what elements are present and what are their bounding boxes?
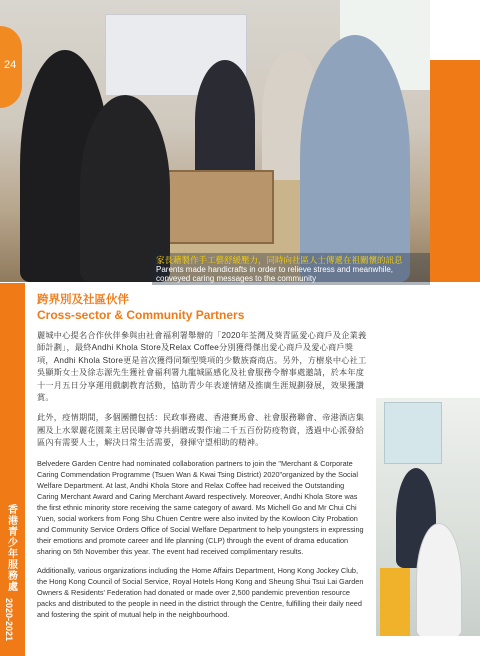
notice-board [384,402,442,464]
child-figure [416,523,462,636]
classroom-photo [376,398,480,636]
organization-name: 香港青少年服務處 [8,505,18,593]
paragraph-en: Belvedere Garden Centre had nominated collaboration partners to join the "Merchant & Corporate Caring Commendation Programme (Tsuen Wan & Kwai Tsing District) 2020"organized by the Social Welfare Department. At last, Andhi Khola Store and Relax Coffee had received the Outstanding Caring Merchant Award and Caring Merchant Award respectively. Moreover, Andhi Khola Store was the first ethnic minority store receiving the same category of award. Ms Michell Go and Mr Chui Chi Yuen, social workers from Fong Shu Chuen Centre were also invited by the Kowloon City Probation and Community Service Orders Office of Social Welfare Department to help youngsters in expressing their emotions and promote career and life planning (CLP) through the event of drama education sharing on 5th November this year. The event had received complimentary results. [37,458,364,556]
photo-caption [152,253,430,285]
caption-en: Parents made handicrafts in order to relieve stress and meanwhile, conveyed caring messages to the community [156,265,394,283]
paragraph-zh: 此外，疫情期間，多個團體包括：民政事務處、香港賽馬會、社會服務聯會、帝港酒店集團及上水翠麗花園業主居民聯會等共捐贈或製作逾二千五百份防疫物資，透過中心派發給區內有需要人士，解決日常生活需要，發揮守望相助的精神。 [37,413,365,448]
yellow-chair [380,568,410,636]
section-title-en: Cross-sector & Community Partners [37,308,245,322]
partners-section [37,293,367,628]
paragraph-en: Additionally, various organizations including the Home Affairs Department, Hong Kong Jockey Club, the Hong Kong Council of Social Service, Royal Hotels Hong Kong and Sheung Shui Tsui Lai Garden Owners & Residents' Federation had donated or made over 2,500 pandemic prevention resource packs and distributed to the people in need in the district through the Centre, fulfilling their daily need and fostering the spirit of mutual help in the neighbourhood. [37,565,364,619]
social-worker-figure [300,35,410,282]
section-title-zh: 跨界別及社區伙伴 [37,294,129,306]
parent-figure [195,60,255,180]
handicraft-photo [0,0,430,282]
report-year: 2020-2021 [4,598,14,642]
decorative-orange-band [430,60,480,282]
paragraph-zh: 麗城中心提名合作伙伴參與由社會福利署舉辦的「2020年荃灣及葵青區愛心商戶及企業義師計劃」，最終Andhi Khola Store及Relax Coffee分別獲得傑出愛心商戶及愛心商戶獎項，Andhi Khola Store更是首次獲得同類型獎項的少數族裔商店。另外，方樹泉中心社工吳顯斯女士及徐志源先生獲社會福利署九龍城區感化及社會服務令辦事處邀請，於本年度十一月五日分享運用戲劇教育活動，協助青少年表達情緒及推廣生涯規劃發展，效果獲讚賞。 [37,331,367,403]
page-number: 24 [4,59,17,71]
caption-zh: 家長藉製作手工藝舒緩壓力，同時向社區人士傳遞在祖關懷的訊息 [156,255,403,265]
